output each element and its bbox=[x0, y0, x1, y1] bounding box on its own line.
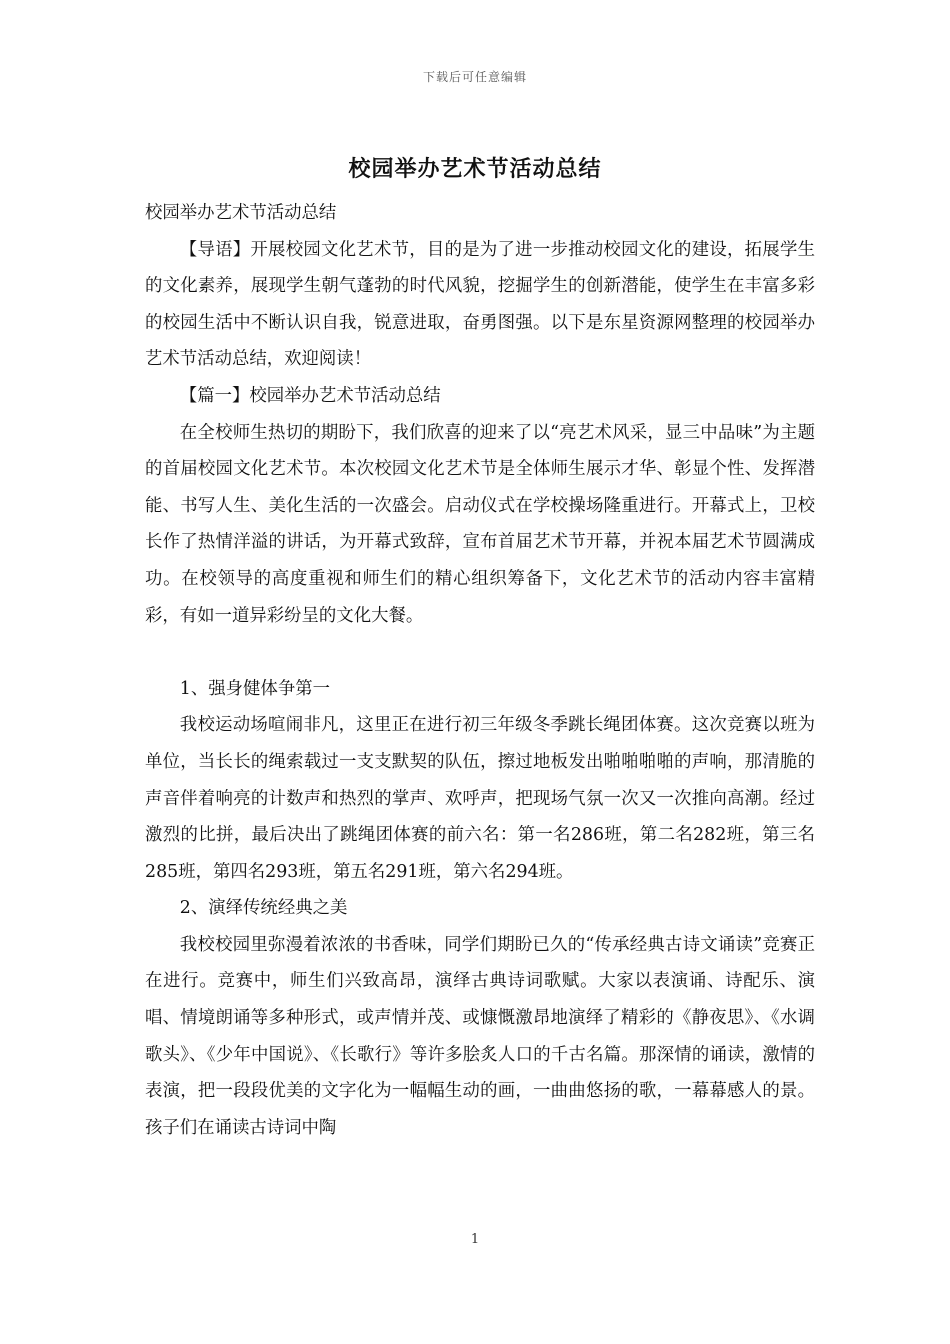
section-heading: 【篇一】校园举办艺术节活动总结 bbox=[179, 385, 441, 406]
document-subtitle: 校园举办艺术节活动总结 bbox=[145, 203, 337, 223]
body-paragraph: 我校校园里弥漫着浓浓的书香味，同学们期盼已久的“传承经典古诗文诵读”竞赛正在进行。竞赛中，师生们兴致高昂，演绎古典诗词歌赋。大家以表演诵、诗配乐、演唱、情境朗诵等多种形式，或声情并茂、或慷慨激昂地演绎了精彩的《静夜思》、《水调歌头》、《少年中国说》、《长歌行》等许多脍炙人口的千古名篇。那深情的诵读，激情的表演，把一段段优美的文字化为一幅幅生动的画，一曲曲悠扬的歌，一幕幕感人的景。孩子们在诵读古诗词中陶 bbox=[145, 934, 815, 1138]
item-heading: 2、演绎传统经典之美 bbox=[179, 898, 348, 919]
document-title: 校园举办艺术节活动总结 bbox=[348, 156, 602, 182]
document-body bbox=[145, 195, 815, 1146]
page-number: 1 bbox=[470, 1232, 480, 1247]
body-paragraph: 我校运动场喧闹非凡，这里正在进行初三年级冬季跳长绳团体赛。这次竞赛以班为单位，当长长的绳索载过一支支默契的队伍，擦过地板发出啪啪啪啪的声响，那清脆的声音伴着响亮的计数声和热烈的掌声、欢呼声，把现场气氛一次又一次推向高潮。经过激烈的比拼，最后决出了跳绳团体赛的前六名：第一名286班，第二名282班，第三名285班，第四名293班，第五名291班，第六名294班。 bbox=[145, 715, 815, 882]
intro-paragraph: 【导语】开展校园文化艺术节，目的是为了进一步推动校园文化的建设，拓展学生的文化素养，展现学生朝气蓬勃的时代风貌，挖掘学生的创新潜能，使学生在丰富多彩的校园生活中不断认识自我，锐意进取，奋勇图强。以下是东星资源网整理的校园举办艺术节活动总结，欢迎阅读！ bbox=[145, 239, 815, 370]
body-paragraph: 在全校师生热切的期盼下，我们欣喜的迎来了以“亮艺术风采，显三中品味”为主题的首届校园文化艺术节。本次校园文化艺术节是全体师生展示才华、彰显个性、发挥潜能、书写人生、美化生活的一次盛会。启动仪式在学校操场隆重进行。开幕式上，卫校长作了热情洋溢的讲话，为开幕式致辞，宣布首届艺术节开幕，并祝本届艺术节圆满成功。在校领导的高度重视和师生们的精心组织筹备下，文化艺术节的活动内容丰富精彩，有如一道异彩纷呈的文化大餐。 bbox=[145, 422, 815, 626]
page-header: 下载后可任意编辑 bbox=[422, 70, 527, 84]
blank-line bbox=[145, 634, 815, 671]
item-heading: 1、强身健体争第一 bbox=[179, 678, 330, 699]
